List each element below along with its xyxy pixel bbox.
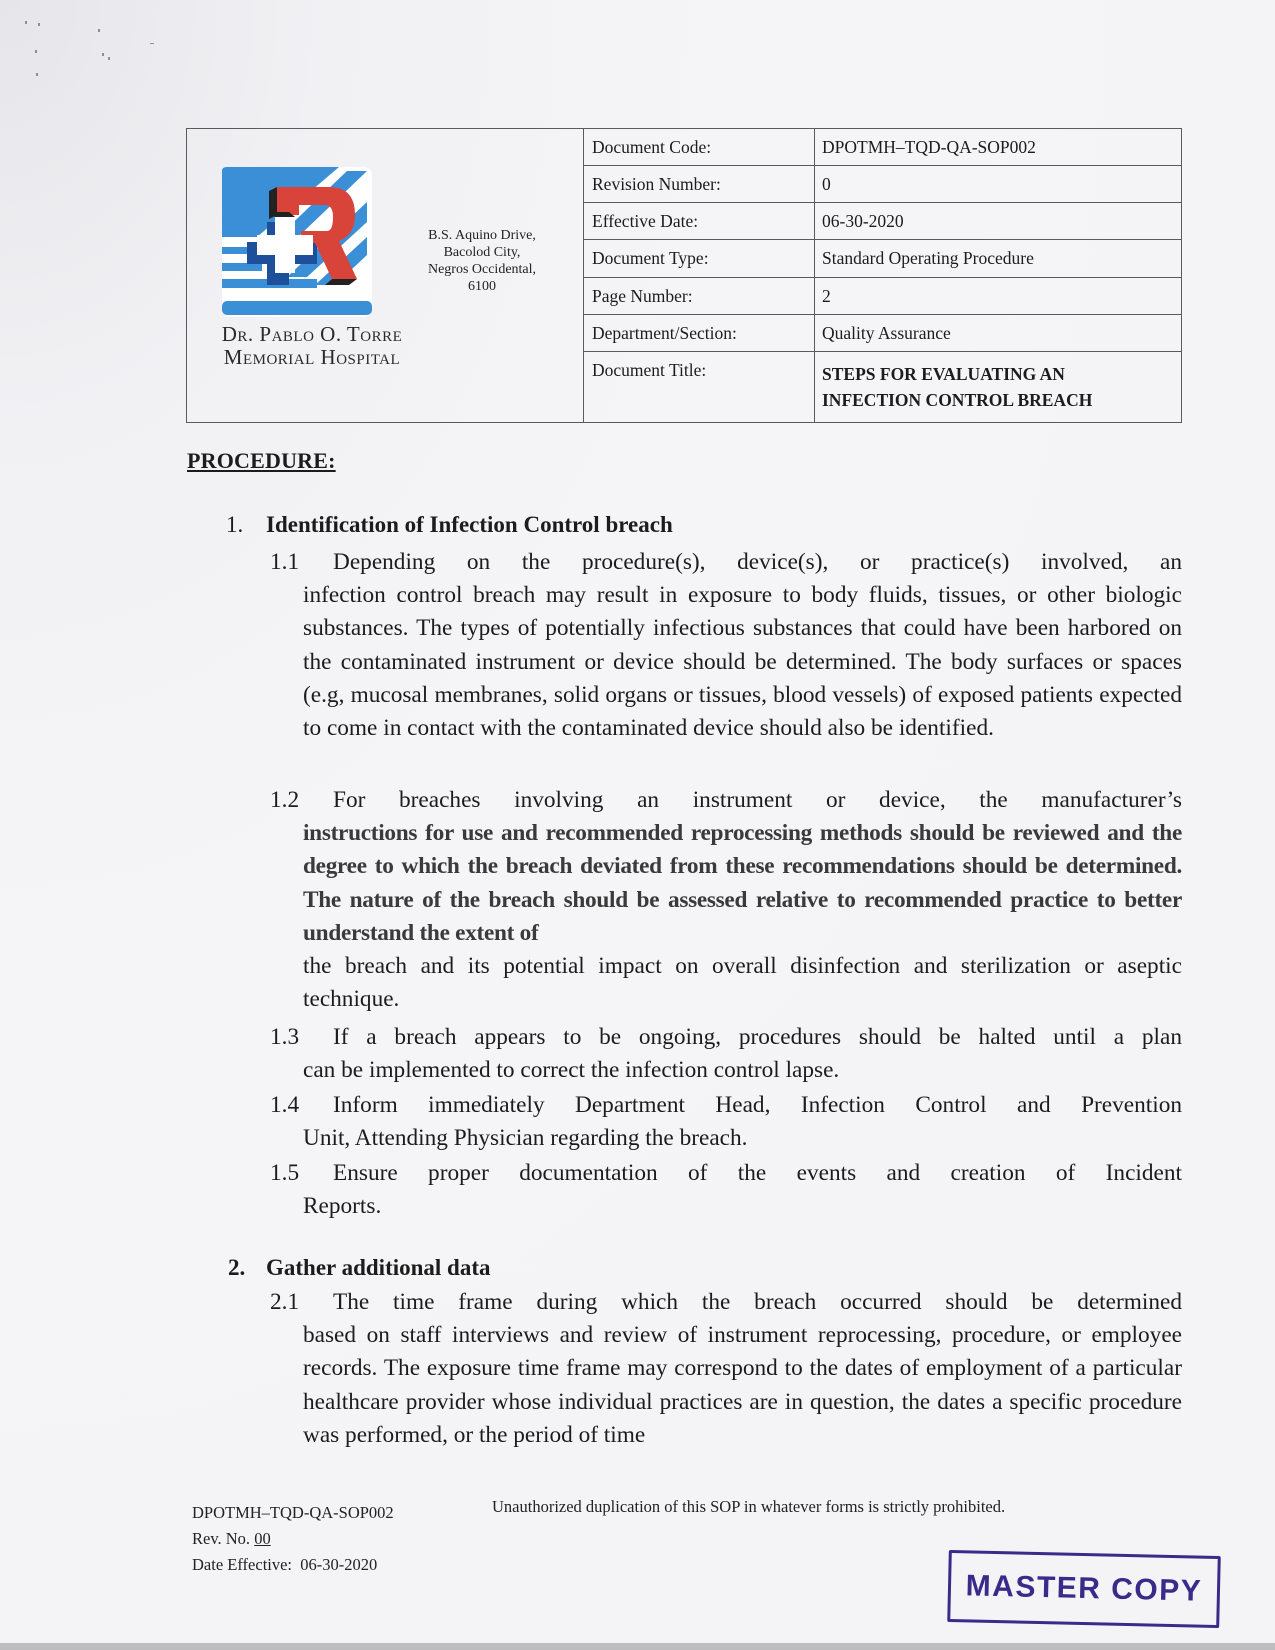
footer-revision	[192, 1526, 394, 1552]
footer-document-info	[192, 1500, 394, 1578]
scan-bottom-edge	[0, 1643, 1275, 1650]
section-title	[228, 1255, 491, 1281]
address-line: Negros Occidental,	[427, 262, 537, 277]
footer-rev-value: 00	[254, 1529, 271, 1548]
address-line: B.S. Aquino Drive,	[428, 228, 536, 243]
footer-date-value: 06-30-2020	[300, 1555, 378, 1574]
procedure-item	[270, 1089, 1182, 1155]
procedure-heading: PROCEDURE:	[187, 448, 336, 473]
item-number: 1.4	[270, 1092, 300, 1118]
item-text: Ensure proper documentation of the events and creation of Incident	[333, 1160, 1182, 1186]
department-section-label: Department/Section:	[584, 315, 815, 352]
document-type-label: Document Type:	[584, 240, 815, 278]
section-number: 2.	[228, 1255, 246, 1280]
item-number: 1.1	[270, 549, 300, 575]
item-text: can be implemented to correct the infection control lapse.	[303, 1057, 840, 1084]
item-text: Reports.	[303, 1193, 382, 1220]
procedure-item	[270, 784, 1182, 1016]
document-type-value: Standard Operating Procedure	[815, 240, 1182, 278]
document-title-value	[815, 352, 1182, 423]
doc-code-label: Document Code:	[584, 129, 815, 166]
item-text: For breaches involving an instrument or device, the manufacturer’s	[333, 787, 1182, 813]
item-text: If a breach appears to be ongoing, procedures should be halted until a plan	[333, 1024, 1182, 1050]
hospital-name-line1: Dr. Pablo O. Torre	[221, 322, 403, 346]
section-title-text: Identification of Infection Control breach	[266, 512, 673, 537]
address-line: 6100	[468, 279, 496, 294]
footer-duplication-notice: Unauthorized duplication of this SOP in whatever forms is strictly prohibited.	[492, 1497, 1006, 1516]
footer-rev-label: Rev. No.	[192, 1529, 251, 1548]
procedure-item	[270, 1157, 1182, 1223]
document-title-label: Document Title:	[584, 352, 815, 423]
item-text: infection control breach may result in exposure to body fluids, tissues, or other biologic substances. The types of potentially infectious substances that could have been harbored on the contaminated instrument or device should be determined. The body surfaces or spaces (e.g, mucosal membranes, solid organs or tissues, blood vessels) of exposed patients expected to come in contact with the contaminated device should also be identified.	[303, 582, 1182, 742]
hospital-name	[187, 323, 437, 369]
document-title-line: INFECTION CONTROL BREACH	[822, 390, 1093, 410]
document-header-table	[186, 128, 1182, 423]
hospital-logo-cross-r-icon	[217, 167, 397, 327]
effective-date-label: Effective Date:	[584, 203, 815, 240]
item-number: 1.3	[270, 1024, 300, 1050]
section-title	[226, 512, 673, 538]
revision-number-label: Revision Number:	[584, 166, 815, 203]
item-number: 1.5	[270, 1160, 300, 1186]
item-text: Depending on the procedure(s), device(s), or practice(s) involved, an	[333, 549, 1182, 575]
item-text: Inform immediately Department Head, Infection Control and Prevention	[333, 1092, 1182, 1118]
hospital-address	[412, 227, 552, 295]
item-text: based on staff interviews and review of instrument reprocessing, procedure, or employee records. The exposure time frame may correspond to the dates of employment of a particular healthcare provider whose individual practices are in question, the dates a specific procedure was performed, or the period of time	[303, 1322, 1182, 1448]
procedure-item	[270, 1021, 1182, 1087]
revision-number-value: 0	[815, 166, 1182, 203]
procedure-item	[270, 546, 1182, 745]
hospital-name-line2: Memorial Hospital	[223, 345, 401, 369]
page-number-value: 2	[815, 278, 1182, 315]
item-text: Unit, Attending Physician regarding the breach.	[303, 1125, 748, 1152]
procedure-item	[270, 1286, 1182, 1452]
department-section-value: Quality Assurance	[815, 315, 1182, 352]
item-text: the breach and its potential impact on overall disinfection and sterilization or aseptic technique.	[303, 953, 1182, 1013]
section-number: 1.	[226, 512, 244, 537]
doc-code-value: DPOTMH–TQD-QA-SOP002	[815, 129, 1182, 166]
address-line: Bacolod City,	[443, 245, 521, 260]
item-number: 2.1	[270, 1289, 300, 1315]
footer-date	[192, 1552, 394, 1578]
footer-date-label: Date Effective:	[192, 1555, 293, 1574]
document-title-line: STEPS FOR EVALUATING AN	[822, 364, 1065, 384]
hospital-branding-cell	[187, 129, 584, 423]
item-text: The time frame during which the breach occurred should be determined	[333, 1289, 1182, 1315]
page-number-label: Page Number:	[584, 278, 815, 315]
master-copy-stamp: MASTER COPY	[947, 1550, 1221, 1628]
scan-specks	[20, 15, 160, 85]
item-number: 1.2	[270, 787, 300, 813]
item-text: instructions for use and recommended reprocessing methods should be reviewed and the degree to which the breach deviated from these recommendations should be determined. The nature of the breach should be assessed relative to recommended practice to better understand the extent of	[303, 820, 1182, 946]
section-title-text: Gather additional data	[266, 1255, 491, 1280]
footer-doc-code: DPOTMH–TQD-QA-SOP002	[192, 1503, 394, 1522]
effective-date-value: 06-30-2020	[815, 203, 1182, 240]
